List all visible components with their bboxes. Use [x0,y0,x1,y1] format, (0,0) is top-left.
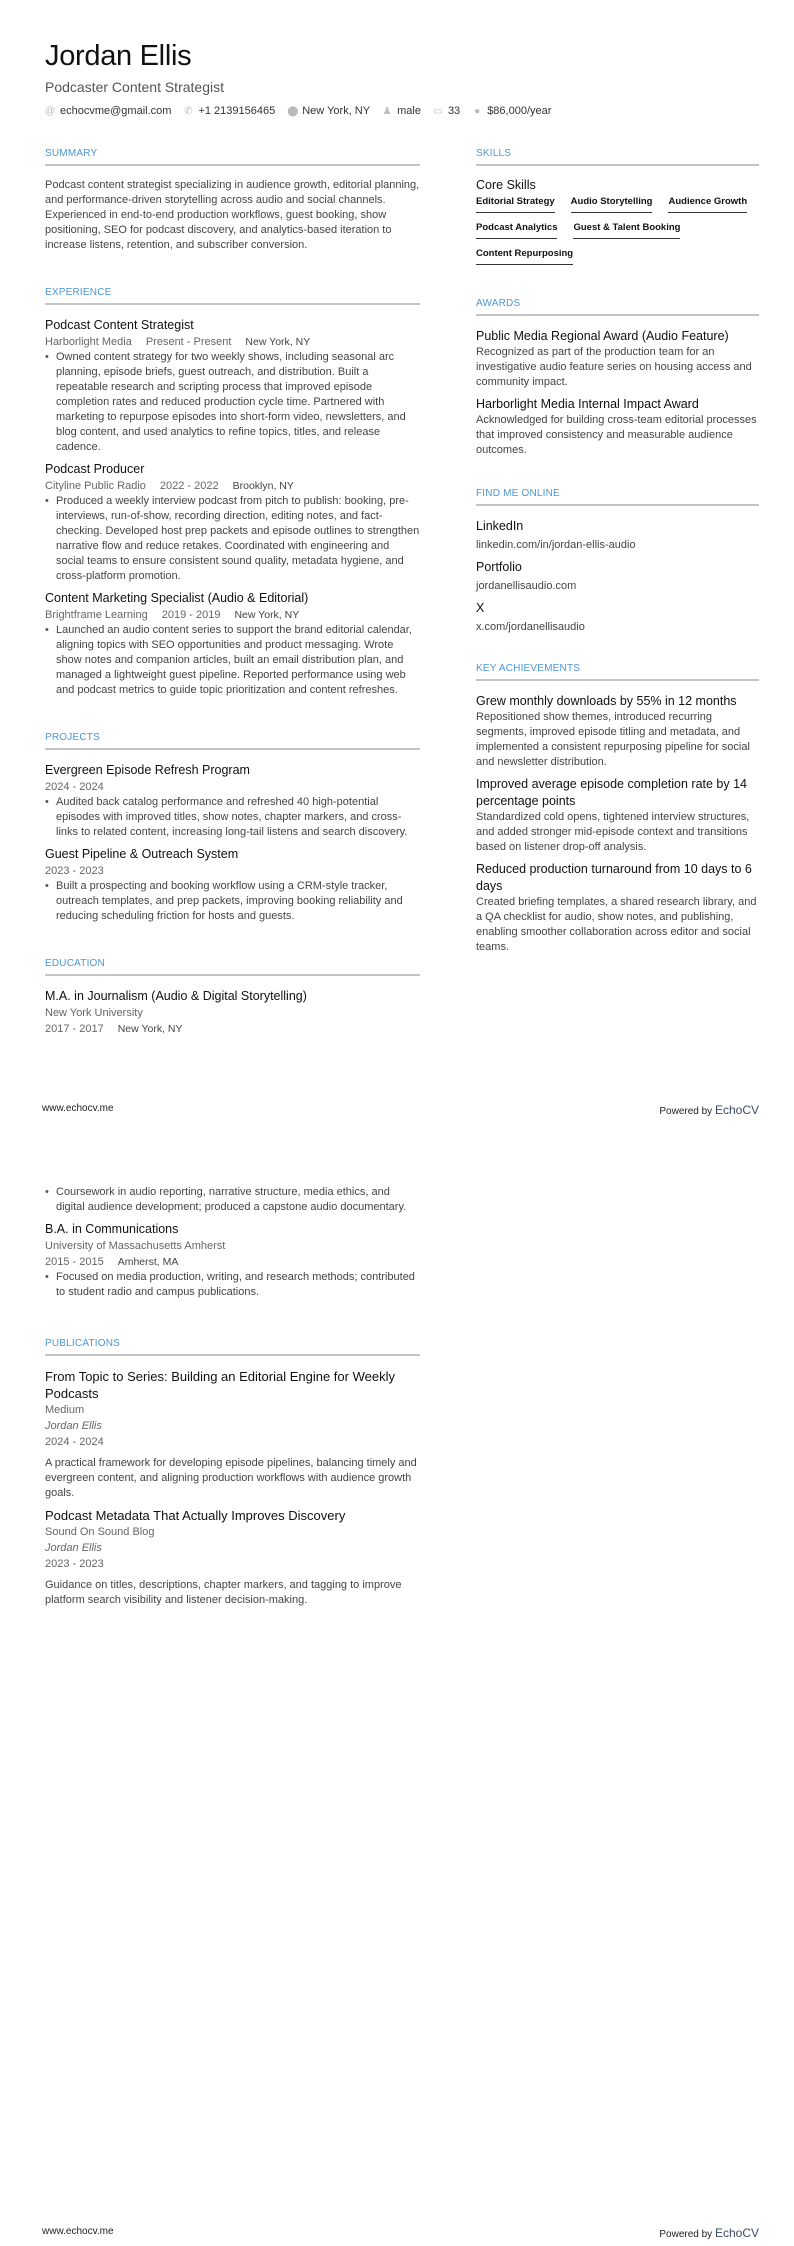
awards-section [476,298,759,458]
dates: 2023 - 2023 [45,1558,104,1570]
experience-item [45,590,420,698]
link-label: LinkedIn [476,519,524,533]
bullet: • Owned content strategy for two weekly shows, including seasonal arc planning, episode briefs, guest outreach, and distribution. Built a repeatable research and scripting process that improved episode completion rates and reduced production cycle time. Partnered with marketing to repurpose episodes into short-form video, newsletters, and blog content, and used analytics to refine topics, titles, and release cadence. [45,350,420,455]
company: Harborlight Media [45,336,132,348]
education-item [45,1221,420,1300]
skill-tag: Podcast Analytics [476,222,557,239]
online-section [476,488,759,633]
education-section-continued [45,1185,420,1300]
education-item [45,1185,420,1215]
achievement-item [476,693,759,770]
publication-item [45,1507,420,1608]
calendar-icon: ▭ [433,105,443,117]
contact-gender [382,105,421,117]
person-icon: ♟ [382,105,392,117]
experience-section [45,287,420,698]
achievement-item [476,776,759,855]
contact-text: $86,000/year [487,105,552,117]
dates: 2015 - 2015 [45,1256,104,1268]
section-heading: EXPERIENCE [45,287,420,305]
publisher: Sound On Sound Blog [45,1526,155,1538]
location-icon: ⬤ [287,105,299,117]
experience-item [45,317,420,455]
contact-text: 33 [447,105,461,117]
award-title: Public Media Regional Award (Audio Feature) [476,329,729,343]
contact-location [287,105,370,117]
achievement-description: Created briefing templates, a shared research library, and a QA checklist for audio, show notes, and publishing, enabling smoother collaboration across editor and social teams. [476,896,757,953]
location: New York, NY [234,609,300,621]
x-link[interactable]: x.com/jordanellisaudio [476,621,585,633]
achievement-title: Improved average episode completion rate by 14 percentage points [476,777,747,808]
skill-category: Core Skills [476,178,536,192]
bullet: • Launched an audio content series to support the brand editorial calendar, aligning topics with SEO opportunities and product messaging. Wrote show notes and companion articles, built an email distribution plan, and managed a lightweight guest pipeline. Reported performance using web and podcast metrics to guide topic prioritization and content refreshes. [45,623,420,698]
section-heading: FIND ME ONLINE [476,488,759,506]
summary-text: Podcast content strategist specializing in audience growth, editorial planning, and performance-driven storytelling across audio and social channels. [45,179,420,206]
resume-header [45,40,551,117]
dates: 2022 - 2022 [159,480,219,492]
bullet: • Audited back catalog performance and refreshed 40 high-potential episodes with improved titles, show notes, chapter markers, and cross-links to related content, increasing long-tail listens and search discovery. [45,795,420,840]
dates: 2017 - 2017 [45,1023,104,1035]
contact-email[interactable] [45,105,171,117]
location: New York, NY [245,336,311,348]
candidate-name: Jordan Ellis [45,40,192,72]
degree: M.A. in Journalism (Audio & Digital Storytelling) [45,989,307,1003]
award-description: Acknowledged for building cross-team editorial processes that improved consistency and measurable audience outcomes. [476,414,757,456]
section-heading: SUMMARY [45,148,420,166]
project-item [45,846,420,924]
brand-logo[interactable]: EchoCV [714,2226,759,2240]
dates: 2019 - 2019 [161,609,221,621]
dates: Present - Present [145,336,232,348]
section-heading: PUBLICATIONS [45,1338,420,1356]
footer-site-link[interactable]: www.echocv.me [42,1103,114,1114]
author: Jordan Ellis [45,1420,102,1432]
right-column [476,148,759,981]
job-title: Podcast Producer [45,462,145,476]
candidate-title: Podcaster Content Strategist [45,79,224,95]
author: Jordan Ellis [45,1542,102,1554]
money-icon: ● [474,105,481,117]
skill-tag: Editorial Strategy [476,196,555,213]
brand-logo[interactable]: EchoCV [714,1103,759,1117]
location: Amherst, MA [117,1256,179,1268]
bullet: • Focused on media production, writing, and research methods; contributed to student radio and campus publications. [45,1270,420,1300]
skill-tag: Guest & Talent Booking [573,222,680,239]
contact-age [433,105,460,117]
powered-by-label: Powered by [659,2229,713,2240]
job-title: Content Marketing Specialist (Audio & Editorial) [45,591,309,605]
contact-text: New York, NY [302,105,371,117]
location: Brooklyn, NY [232,480,294,492]
achievement-item [476,861,759,955]
skill-tag: Content Repurposing [476,248,573,265]
skills-section [476,148,759,268]
bullet: • Built a prospecting and booking workflow using a CRM-style tracker, outreach templates, and prep packets, improving booking reliability and reducing scheduling friction for hosts and guests. [45,879,420,924]
page-2 [0,1123,794,2246]
achievement-title: Reduced production turnaround from 10 days to 6 days [476,862,752,893]
project-item [45,762,420,840]
powered-by-label: Powered by [659,1106,713,1117]
section-heading: SKILLS [476,148,759,166]
skill-tag: Audio Storytelling [571,196,653,213]
left-column [45,1185,420,1634]
contact-text: male [397,105,421,117]
bullet: • Coursework in audio reporting, narrative structure, media ethics, and digital audience development; produced a capstone audio documentary. [45,1185,420,1215]
section-heading: KEY ACHIEVEMENTS [476,663,759,681]
contact-row [45,105,551,117]
achievement-description: Standardized cold opens, tightened interview structures, and added stronger mid-episode context and transitions based on listener drop-off analysis. [476,811,750,853]
phone-icon: ✆ [184,105,193,117]
company: Brightframe Learning [45,609,148,621]
bullet: • Produced a weekly interview podcast from pitch to publish: booking, pre-interviews, run-of-show, recording direction, editing notes, and fact-checking. Developed host prep packets and episode outlines to strengthen narrative flow and reduce retakes. Coordinated with engineering and social teams to ensure consistent sound quality, metadata hygiene, and cross-platform promotion. [45,494,420,584]
award-item [476,328,759,390]
education-item [45,988,420,1037]
link-label: X [476,601,485,615]
contact-phone[interactable] [183,105,275,117]
publisher: Medium [45,1404,85,1416]
dates: 2024 - 2024 [45,781,104,793]
location: New York, NY [117,1023,183,1035]
school: University of Massachusetts Amherst [45,1240,226,1252]
portfolio-link[interactable]: jordanellisaudio.com [476,580,577,592]
dates: 2024 - 2024 [45,1436,104,1448]
skill-tag: Audience Growth [668,196,747,213]
achievement-title: Grew monthly downloads by 55% in 12 months [476,694,737,708]
publication-description: Guidance on titles, descriptions, chapter markers, and tagging to improve platform search visibility and listener decision-making. [45,1579,402,1606]
contact-salary [472,105,551,117]
footer-site-link[interactable]: www.echocv.me [42,2226,114,2237]
project-title: Evergreen Episode Refresh Program [45,763,250,777]
at-icon: @ [45,105,56,117]
summary-text: Experienced in end-to-end production workflows, guest booking, show positioning, SEO for podcast discovery, and analytics-based iteration to increase listens, retention, and subscriber conversion. [45,209,392,251]
experience-item [45,461,420,584]
publication-item [45,1368,420,1501]
project-title: Guest Pipeline & Outreach System [45,847,239,861]
page-footer [42,2226,759,2240]
powered-by [659,1103,759,1117]
publications-section [45,1338,420,1608]
degree: B.A. in Communications [45,1222,179,1236]
contact-text: +1 2139156465 [198,105,276,117]
section-heading: PROJECTS [45,732,420,750]
left-column [45,148,420,1063]
projects-section [45,732,420,924]
achievement-description: Repositioned show themes, introduced recurring segments, improved episode titling and metadata, and implemented a consistent repurposing pipeline for social and newsletter distribution. [476,711,750,768]
powered-by [659,2226,759,2240]
dates: 2023 - 2023 [45,865,104,877]
award-title: Harborlight Media Internal Impact Award [476,397,699,411]
summary-section [45,148,420,253]
publication-title: Podcast Metadata That Actually Improves Discovery [45,1508,346,1523]
section-heading: AWARDS [476,298,759,316]
award-item [476,396,759,458]
achievements-section [476,663,759,955]
link-label: Portfolio [476,560,522,574]
award-description: Recognized as part of the production team for an investigative audio feature series on housing access and community impact. [476,346,752,388]
section-heading: EDUCATION [45,958,420,976]
page-footer [42,1103,759,1117]
job-title: Podcast Content Strategist [45,318,194,332]
publication-title: From Topic to Series: Building an Editorial Engine for Weekly Podcasts [45,1369,395,1401]
school: New York University [45,1007,143,1019]
education-section [45,958,420,1037]
publication-description: A practical framework for developing episode pipelines, balancing timely and evergreen content, and aligning production workflows with audience growth goals. [45,1457,417,1499]
contact-text: echocvme@gmail.com [60,105,172,117]
company: Cityline Public Radio [45,480,146,492]
linkedin-link[interactable]: linkedin.com/in/jordan-ellis-audio [476,539,636,551]
skill-tags [476,196,759,268]
